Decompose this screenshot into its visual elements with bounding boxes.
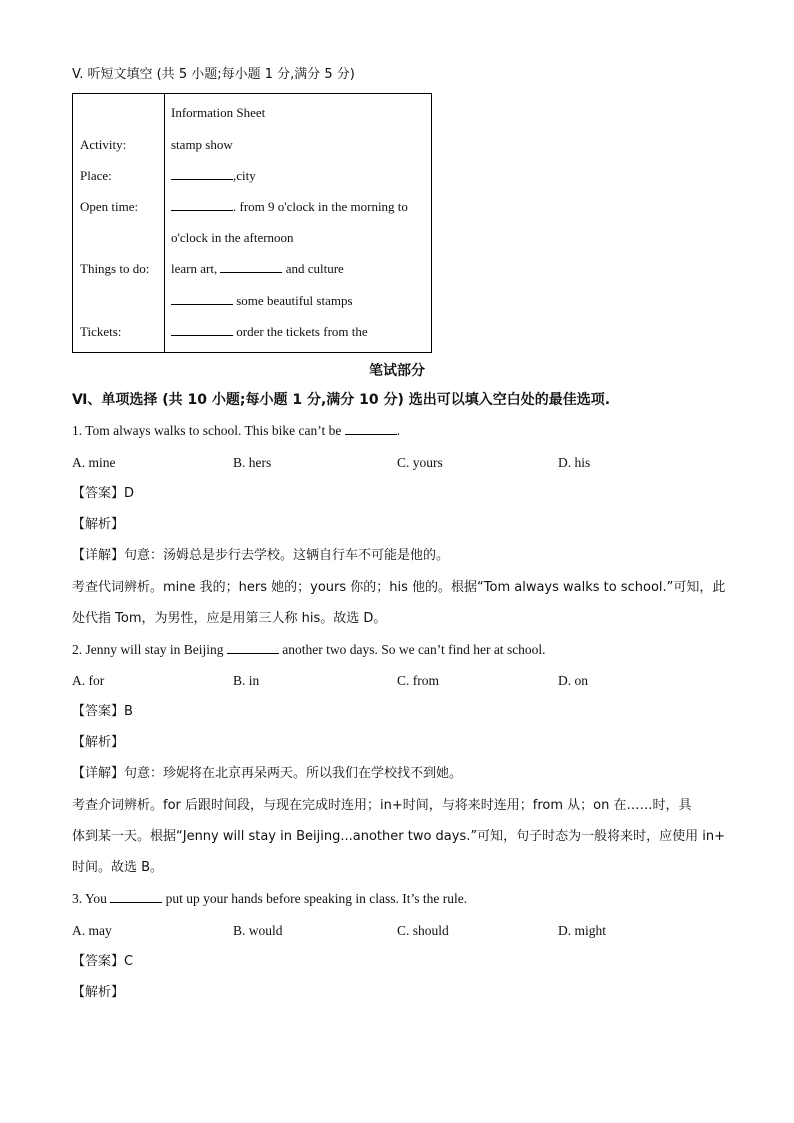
q2-option-c: C. from (397, 673, 439, 688)
tickets-suffix: order the tickets from the (236, 324, 368, 339)
q2-explain-line-2: 体到某一天。根据“Jenny will stay in Beijing...another two days.”可知，句子时态为一般将来时，应使用 in+ (72, 829, 725, 844)
q1-explain-line-1: 考查代词辨析。mine 我的；hers 她的；yours 你的；his 他的。根据“Tom always walks to school.”可知，此 (72, 580, 726, 595)
labels-column (73, 94, 165, 353)
blank-3[interactable] (220, 260, 282, 273)
q1-option-a: A. mine (72, 455, 116, 470)
label-things-to-do: Things to do: (80, 261, 150, 276)
q3-option-c: C. should (397, 923, 449, 938)
q2-answer (72, 703, 133, 721)
q3-stem-after: put up your hands before speaking in class. It’s the rule. (165, 891, 468, 906)
q2-option-b: B. in (233, 673, 260, 688)
label-open-time: Open time: (80, 199, 139, 214)
q3-analysis-label: 【解析】 (72, 985, 125, 1000)
value-open-time (171, 198, 408, 216)
q2-explain-line-3: 时间。故选 B。 (72, 860, 164, 875)
q3-option-a: A. may (72, 923, 112, 938)
q1-answer-label: 【答案】 (72, 486, 125, 501)
information-sheet-table (72, 93, 432, 353)
q1-stem-before: 1. Tom always walks to school. This bike can’t be (72, 423, 342, 438)
q3-answer (72, 953, 133, 971)
q2-option-a: A. for (72, 673, 105, 688)
question-3-stem (72, 890, 467, 908)
q1-stem-after: . (396, 423, 401, 438)
blank-4[interactable] (171, 292, 233, 305)
written-part-heading: 笔试部分 (369, 363, 425, 379)
things2-suffix: some beautiful stamps (236, 293, 353, 308)
q1-analysis-label: 【解析】 (72, 517, 125, 532)
q1-explain-line-2: 处代指 Tom，为男性，应是用第三人称 his。故选 D。 (72, 611, 387, 626)
q2-answer-label: 【答案】 (72, 704, 125, 719)
q2-stem-after: another two days. So we can’t find her at school. (282, 642, 546, 657)
blank-1[interactable] (171, 167, 233, 180)
q3-answer-value: C (124, 954, 134, 969)
label-place: Place: (80, 168, 112, 183)
value-activity: stamp show (171, 137, 233, 152)
q1-blank[interactable] (345, 422, 397, 435)
value-tickets (171, 323, 368, 341)
q1-answer (72, 485, 134, 503)
value-place (171, 167, 256, 185)
value-open-time-cont: o'clock in the afternoon (171, 230, 294, 245)
sheet-header: Information Sheet (171, 105, 266, 120)
label-tickets: Tickets: (80, 324, 122, 339)
q2-option-d: D. on (558, 673, 588, 688)
q3-option-b: B. would (233, 923, 283, 938)
q2-detail: 【详解】句意：珍妮将在北京再呆两天。所以我们在学校找不到她。 (72, 766, 463, 781)
q2-stem-before: 2. Jenny will stay in Beijing (72, 642, 227, 657)
label-activity: Activity: (80, 137, 127, 152)
values-column (165, 94, 432, 353)
things-prefix: learn art, (171, 261, 218, 276)
q2-blank[interactable] (227, 641, 279, 654)
q1-option-b: B. hers (233, 455, 272, 470)
q3-option-d: D. might (558, 923, 607, 938)
value-things-to-do (171, 260, 344, 278)
question-2-stem (72, 641, 546, 659)
time-suffix: . from 9 o'clock in the morning to (233, 199, 408, 214)
q3-answer-label: 【答案】 (72, 954, 125, 969)
q3-stem-before: 3. You (72, 891, 107, 906)
section-5-title: V. 听短文填空 (共 5 小题;每小题 1 分,满分 5 分) (72, 67, 355, 82)
question-1-stem (72, 422, 400, 440)
section-6-title: Ⅵ、单项选择 (共 10 小题;每小题 1 分,满分 10 分) 选出可以填入空白处的最佳选项. (72, 392, 611, 408)
q3-blank[interactable] (110, 890, 162, 903)
q1-answer-value: D (124, 486, 135, 501)
value-things-to-do-2 (171, 292, 353, 310)
q1-detail: 【详解】句意：汤姆总是步行去学校。这辆自行车不可能是他的。 (72, 548, 450, 563)
blank-5[interactable] (171, 323, 233, 336)
q2-analysis-label: 【解析】 (72, 735, 125, 750)
q1-option-d: D. his (558, 455, 591, 470)
q2-explain-line-1: 考查介词辨析。for 后跟时间段，与现在完成时连用；in+时间，与将来时连用；from 从；on 在……时，具 (72, 798, 692, 813)
things-suffix: and culture (285, 261, 344, 276)
blank-2[interactable] (171, 198, 233, 211)
q2-answer-value: B (124, 704, 133, 719)
q1-option-c: C. yours (397, 455, 443, 470)
place-suffix: ,city (233, 168, 256, 183)
